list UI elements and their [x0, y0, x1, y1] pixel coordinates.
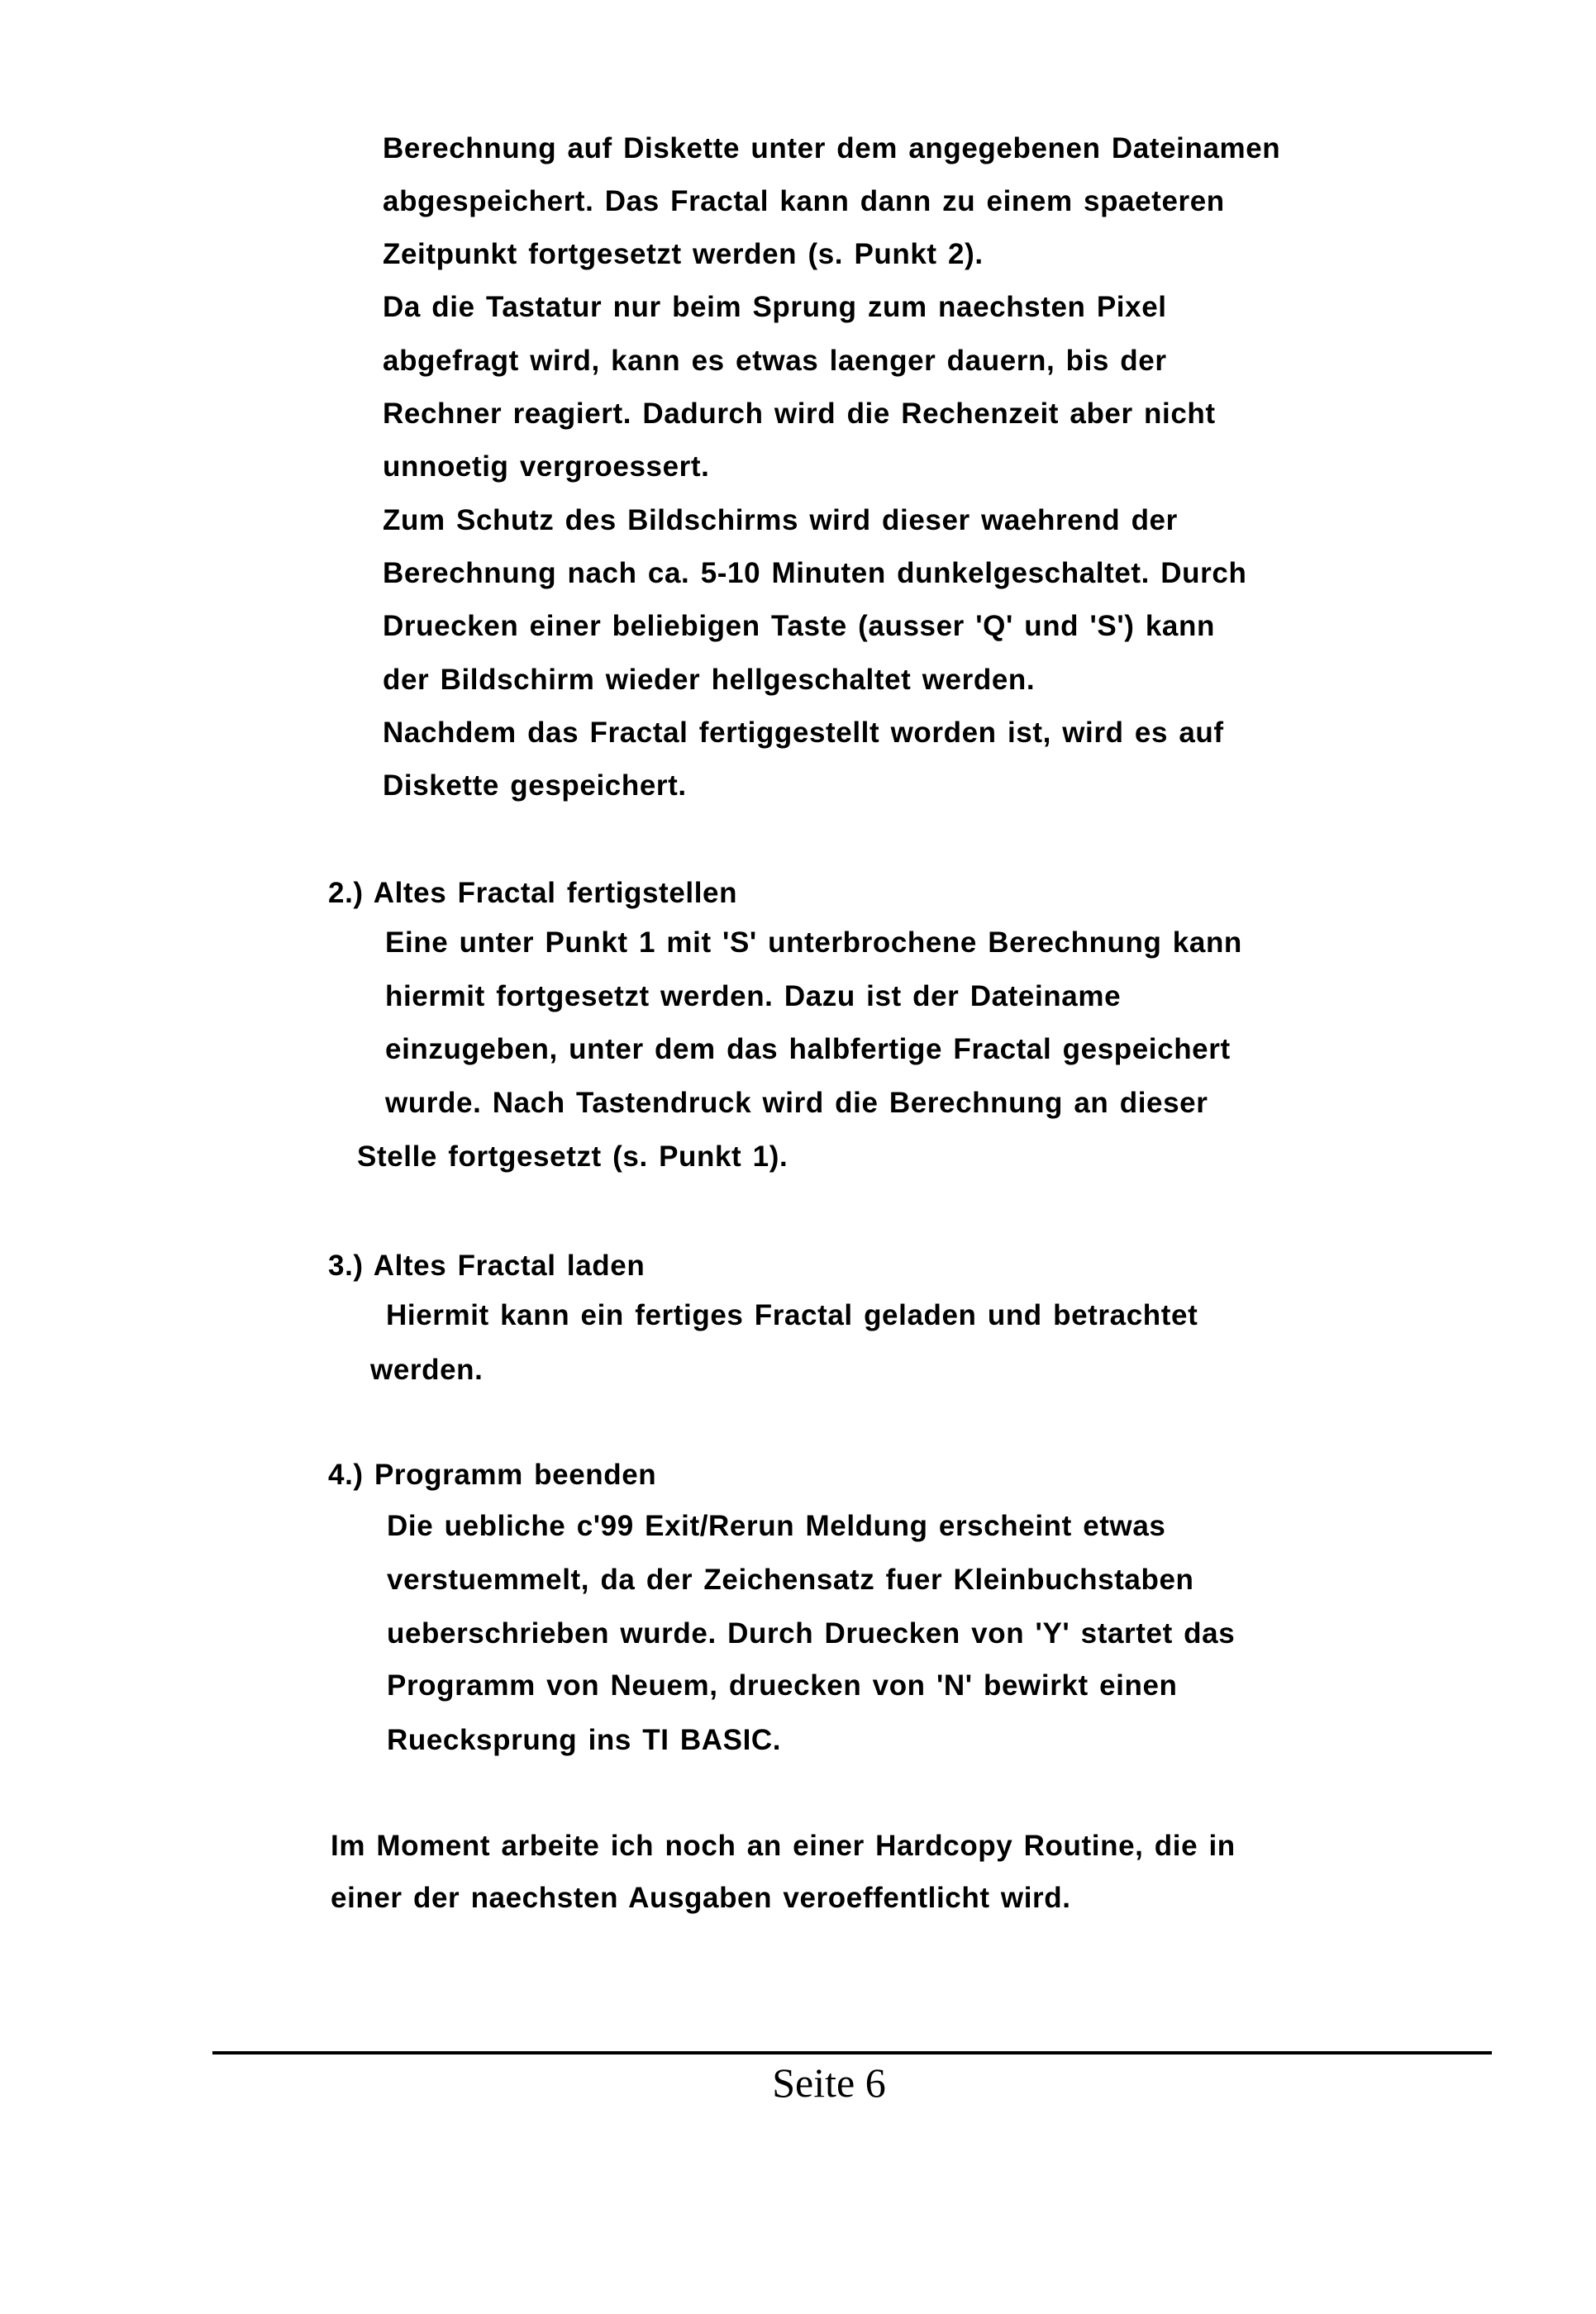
text-line: der Bildschirm wieder hellgeschaltet werden.: [383, 664, 1036, 696]
text-line: verstuemmelt, da der Zeichensatz fuer Kleinbuchstaben: [387, 1564, 1194, 1596]
text-line: Da die Tastatur nur beim Sprung zum naechsten Pixel: [383, 291, 1167, 323]
item-heading: [328, 877, 737, 910]
item-number: 4.): [328, 1459, 364, 1491]
item-title: Programm beenden: [374, 1459, 657, 1491]
text-line: abgespeichert. Das Fractal kann dann zu einem spaeteren: [383, 185, 1225, 217]
item-title: Altes Fractal fertigstellen: [373, 877, 738, 909]
text-line: ueberschrieben wurde. Durch Druecken von 'Y' startet das: [387, 1617, 1236, 1650]
text-line: Hiermit kann ein fertiges Fractal geladen und betrachtet: [386, 1299, 1198, 1331]
text-line: Ruecksprung ins TI BASIC.: [387, 1724, 782, 1756]
text-line: Im Moment arbeite ich noch an einer Hardcopy Routine, die in: [331, 1830, 1236, 1862]
text-line: Eine unter Punkt 1 mit 'S' unterbrochene Berechnung kann: [385, 926, 1242, 959]
text-line: einzugeben, unter dem das halbfertige Fractal gespeichert: [385, 1033, 1231, 1065]
text-line: Stelle fortgesetzt (s. Punkt 1).: [357, 1140, 788, 1173]
item-number: 3.): [328, 1250, 364, 1282]
text-line: Diskette gespeichert.: [383, 769, 687, 802]
text-line: abgefragt wird, kann es etwas laenger dauern, bis der: [383, 345, 1167, 377]
text-line: Zum Schutz des Bildschirms wird dieser waehrend der: [383, 504, 1178, 536]
item-heading: [328, 1459, 656, 1492]
page-number: Seite 6: [772, 2059, 886, 2106]
text-line: Druecken einer beliebigen Taste (ausser 'Q' und 'S') kann: [383, 610, 1215, 642]
text-line: wurde. Nach Tastendruck wird die Berechnung an dieser: [385, 1087, 1208, 1119]
text-line: Berechnung nach ca. 5-10 Minuten dunkelgeschaltet. Durch: [383, 557, 1247, 589]
footer-divider: [212, 2051, 1492, 2055]
text-line: Rechner reagiert. Dadurch wird die Rechenzeit aber nicht: [383, 398, 1216, 430]
text-line: hiermit fortgesetzt werden. Dazu ist der Dateiname: [385, 980, 1122, 1012]
text-line: unnoetig vergroessert.: [383, 450, 710, 483]
text-line: Die uebliche c'99 Exit/Rerun Meldung erscheint etwas: [387, 1510, 1166, 1542]
text-line: werden.: [370, 1354, 484, 1386]
text-line: Zeitpunkt fortgesetzt werden (s. Punkt 2).: [383, 238, 984, 270]
item-title: Altes Fractal laden: [373, 1250, 646, 1282]
text-line: einer der naechsten Ausgaben veroeffentlicht wird.: [331, 1882, 1071, 1914]
text-line: Nachdem das Fractal fertiggestellt worden ist, wird es auf: [383, 717, 1224, 749]
item-number: 2.): [328, 877, 364, 909]
item-heading: [328, 1250, 645, 1283]
text-line: Berechnung auf Diskette unter dem angegebenen Dateinamen: [383, 132, 1281, 164]
text-line: Programm von Neuem, druecken von 'N' bewirkt einen: [387, 1669, 1178, 1702]
